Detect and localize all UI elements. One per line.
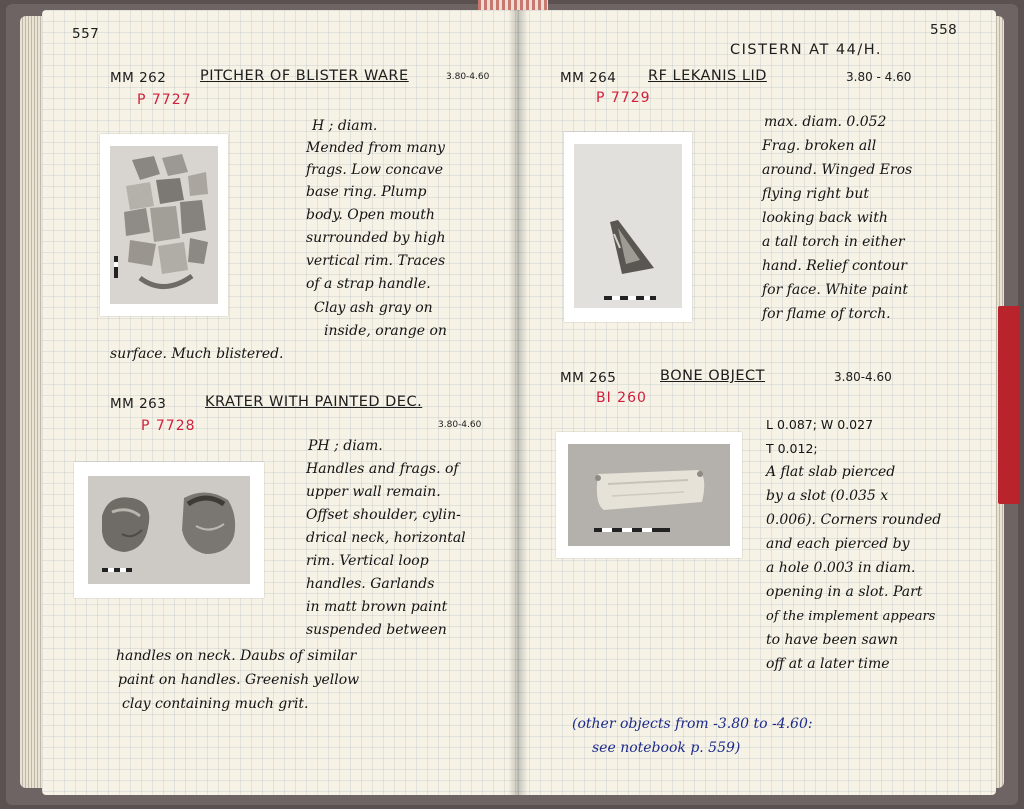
description-line: surrounded by high — [306, 230, 446, 246]
photo-krater-fragments — [74, 462, 264, 598]
description-line: A flat slab pierced — [766, 464, 896, 480]
description-line: and each pierced by — [766, 536, 910, 552]
entry-title: PITCHER OF BLISTER WARE — [200, 68, 409, 84]
left-page-number: 557 — [72, 26, 100, 42]
description-line: vertical rim. Traces — [306, 253, 446, 269]
inventory-number: P 7729 — [596, 90, 651, 106]
entry-id: MM 262 — [110, 70, 167, 86]
footnote-line: (other objects from -3.80 to -4.60: — [572, 716, 813, 732]
footnote-line: see notebook p. 559) — [592, 740, 741, 756]
description-line: paint on handles. Greenish yellow — [118, 672, 360, 688]
description-line: of the implement appears — [766, 609, 936, 624]
photo-pitcher-fragments — [100, 134, 228, 316]
photo-lekanis-lid-fragment — [564, 132, 692, 322]
description-line: clay containing much grit. — [122, 696, 309, 712]
description-line: looking back with — [762, 210, 888, 226]
description-line: around. Winged Eros — [762, 162, 913, 178]
description-line: hand. Relief contour — [762, 258, 907, 274]
description-line: suspended between — [306, 622, 447, 638]
description-line: opening in a slot. Part — [766, 584, 923, 600]
description-line: for flame of torch. — [762, 306, 891, 322]
description-line: drical neck, horizontal — [306, 530, 466, 546]
description-line: to have been sawn — [766, 632, 899, 648]
entry-depth-range: 3.80-4.60 — [438, 420, 482, 430]
page-gutter — [508, 10, 528, 795]
inventory-number: BI 260 — [596, 390, 647, 406]
bookmark-ribbon — [998, 306, 1020, 504]
bone-object-image — [568, 444, 730, 546]
description-line: Mended from many — [306, 140, 445, 156]
description-line: for face. White paint — [762, 282, 908, 298]
description-line: upper wall remain. — [306, 484, 441, 500]
description-line: a hole 0.003 in diam. — [766, 560, 916, 576]
entry-id: MM 265 — [560, 370, 617, 386]
inventory-number: P 7727 — [137, 92, 192, 108]
description-line: body. Open mouth — [306, 207, 435, 223]
description-line: max. diam. 0.052 — [764, 114, 887, 130]
inventory-number: P 7728 — [141, 418, 196, 434]
description-line: H ; diam. — [312, 118, 378, 134]
entry-id: MM 264 — [560, 70, 617, 86]
description-line: of a strap handle. — [306, 276, 431, 292]
description-line: Offset shoulder, cylin- — [306, 507, 461, 523]
description-line: T 0.012; — [766, 441, 818, 456]
description-line: Clay ash gray on — [314, 300, 433, 316]
description-line: rim. Vertical loop — [306, 553, 429, 569]
description-line: inside, orange on — [324, 323, 447, 339]
description-line: 0.006). Corners rounded — [766, 512, 942, 528]
description-line: a tall torch in either — [762, 234, 905, 250]
description-line: handles. Garlands — [306, 576, 435, 592]
entry-depth-range: 3.80-4.60 — [834, 370, 892, 384]
description-line: off at a later time — [766, 656, 890, 672]
description-line: Handles and frags. of — [306, 461, 459, 477]
entry-depth-range: 3.80 - 4.60 — [846, 70, 912, 84]
right-page-number: 558 — [930, 22, 958, 38]
photo-bone-object — [556, 432, 742, 558]
pitcher-fragments-image — [110, 146, 218, 304]
description-line: flying right but — [762, 186, 869, 202]
description-line: L 0.087; W 0.027 — [766, 417, 874, 432]
entry-title: RF LEKANIS LID — [648, 68, 767, 84]
description-line: Frag. broken all — [762, 138, 877, 154]
right-page — [518, 10, 996, 795]
description-line: by a slot (0.035 x — [766, 488, 889, 504]
description-line: in matt brown paint — [306, 599, 448, 615]
description-line: PH ; diam. — [308, 438, 383, 454]
cistern-heading: CISTERN AT 44/H. — [730, 42, 883, 58]
description-line: handles on neck. Daubs of similar — [116, 648, 357, 664]
description-line: base ring. Plump — [306, 184, 427, 200]
entry-depth-range: 3.80-4.60 — [446, 72, 490, 82]
description-line: frags. Low concave — [306, 162, 444, 178]
page-edges-left — [20, 16, 44, 788]
entry-title: BONE OBJECT — [660, 368, 766, 384]
entry-id: MM 263 — [110, 396, 167, 412]
description-line: surface. Much blistered. — [110, 346, 284, 362]
entry-title: KRATER WITH PAINTED DEC. — [205, 394, 423, 410]
krater-fragments-image — [88, 476, 250, 584]
lekanis-fragment-image — [574, 144, 682, 308]
